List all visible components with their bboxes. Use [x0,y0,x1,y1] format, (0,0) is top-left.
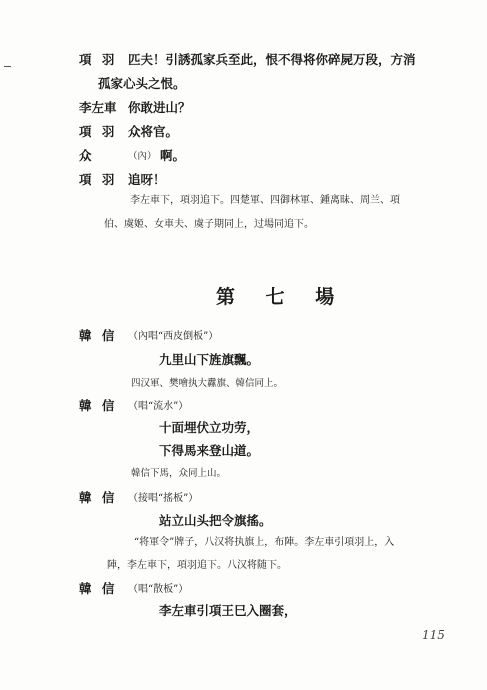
dialogue-line: 众将官。 [128,124,179,139]
stage-direction: “将軍令”牌子，八汉将执旗上，布陣。李左車引項羽上，入 [134,537,395,548]
speaker-xiang-yu: 項 羽 [79,52,118,67]
sung-line: 下得馬来登山道。 [159,443,260,458]
speaker-xiang-yu: 項 羽 [79,124,118,139]
dialogue-line: 孤家心头之恨。 [98,76,186,91]
stage-direction-inline: （唱“流水”） [128,401,189,412]
speaker-crowd: 众 [79,148,95,163]
stage-direction-inline: （接唱“搖板”） [128,493,199,504]
dialogue-line: 啊。 [160,148,186,163]
dialogue-line: 追呀！ [128,172,166,187]
sung-line: 站立山头把令旗搖。 [159,513,272,528]
speaker-han-xin: 韓 信 [79,398,118,413]
sung-line: 九里山下旌旗飄。 [159,352,260,367]
dialogue-line: 匹夫！引誘孤家兵至此，恨不得将你碎屍万段，方消 [128,52,416,67]
scene-title: 第 七 場 [216,286,347,308]
stage-direction-inline: （內） [128,151,157,162]
speaker-xiang-yu: 項 羽 [79,172,118,187]
stage-direction-inline: （內唱“西皮倒板”） [128,331,219,342]
speaker-han-xin: 韓 信 [79,581,118,596]
dialogue-line: 你敢进山？ [128,100,191,115]
stage-direction: 陣，李左車下，項羽追下。八汉将随下。 [107,560,287,571]
stage-direction: 伯、虞姬、女車夫、虞子期同上，过場同追下。 [104,219,314,230]
stage-direction: 李左車下，項羽追下。四楚軍、四御林軍、鍾离昧、周兰、項 [130,195,400,206]
speaker-han-xin: 韓 信 [79,328,118,343]
stage-direction: 韓信下馬，众同上山。 [131,468,227,479]
sung-line: 十面埋伏立功劳， [159,420,260,435]
sung-line: 李左車引項王巳入圈套， [159,603,297,618]
page-number: 115 [422,628,445,642]
speaker-li-zuoche: 李左車 [79,100,117,115]
stage-direction: 四汉軍、樊噲执大纛旗、韓信同上。 [131,378,284,389]
scan-mark [4,66,11,67]
speaker-han-xin: 韓 信 [79,490,118,505]
stage-direction-inline: （唱“散板”） [128,584,189,595]
